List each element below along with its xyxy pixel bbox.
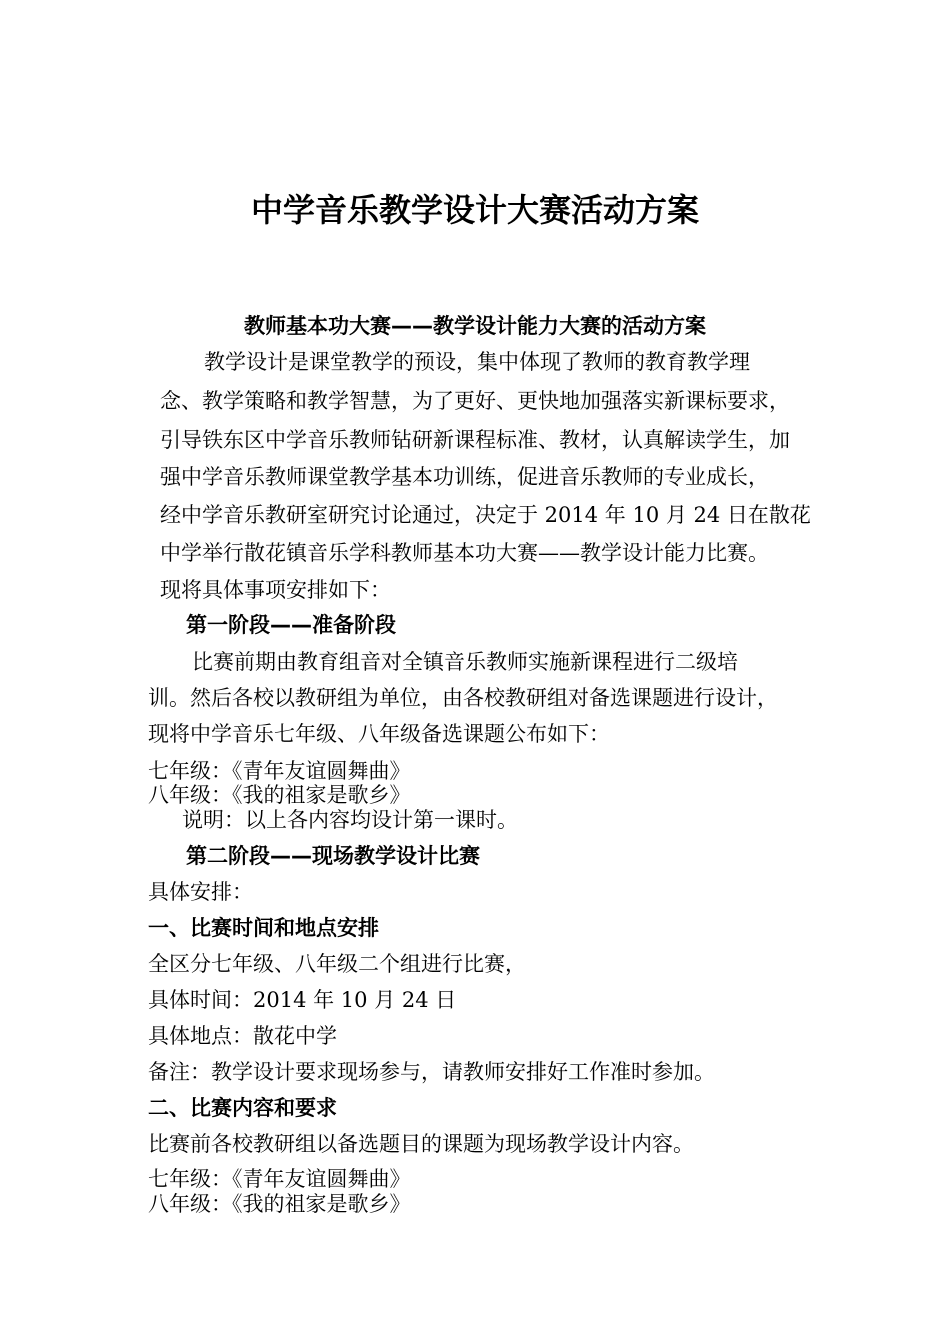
section1-line: 具体地点：散花中学 xyxy=(148,1024,337,1048)
section1-heading: 一、比赛时间和地点安排 xyxy=(148,916,379,940)
stage1-paragraph-line: 比赛前期由教育组音对全镇音乐教师实施新课程进行二级培 xyxy=(192,650,738,674)
stage1-paragraph-line: 现将中学音乐七年级、八年级备选课题公布如下： xyxy=(148,722,610,746)
intro-line: 现将具体事项安排如下： xyxy=(160,578,391,602)
document-title: 中学音乐教学设计大赛活动方案 xyxy=(250,191,699,229)
section2-line: 比赛前各校教研组以备选题目的课题为现场教学设计内容。 xyxy=(148,1132,694,1156)
stage2-arrangement: 具体安排： xyxy=(148,880,253,904)
document-subtitle: 教师基本功大赛——教学设计能力大赛的活动方案 xyxy=(244,314,706,338)
intro-line: 引导铁东区中学音乐教师钻研新课程标准、教材，认真解读学生，加 xyxy=(160,428,790,452)
stage1-note: 说明：以上各内容均设计第一课时。 xyxy=(182,808,518,832)
intro-line: 强中学音乐教师课堂教学基本功训练，促进音乐教师的专业成长， xyxy=(160,465,769,489)
stage1-heading: 第一阶段——准备阶段 xyxy=(186,613,396,637)
stage1-grade7-topic: 七年级：《青年友谊圆舞曲》 xyxy=(148,759,411,783)
stage2-heading: 第二阶段——现场教学设计比赛 xyxy=(186,844,480,868)
intro-line: 中学举行散花镇音乐学科教师基本功大赛——教学设计能力比赛。 xyxy=(160,541,769,565)
stage1-paragraph-line: 训。然后各校以教研组为单位，由各校教研组对备选课题进行设计， xyxy=(148,686,778,710)
section1-line: 全区分七年级、八年级二个组进行比赛， xyxy=(148,952,526,976)
section2-grade7-topic: 七年级：《青年友谊圆舞曲》 xyxy=(148,1167,411,1191)
section2-grade8-topic: 八年级：《我的祖家是歌乡》 xyxy=(148,1192,411,1216)
intro-line: 经中学音乐教研室研究讨论通过，决定于 2014 年 10 月 24 日在散花 xyxy=(160,503,811,527)
section1-line: 具体时间：2014 年 10 月 24 日 xyxy=(148,988,457,1012)
section2-heading: 二、比赛内容和要求 xyxy=(148,1096,337,1120)
section1-line: 备注：教学设计要求现场参与，请教师安排好工作准时参加。 xyxy=(148,1060,715,1084)
stage1-grade8-topic: 八年级：《我的祖家是歌乡》 xyxy=(148,783,411,807)
intro-line: 念、教学策略和教学智慧，为了更好、更快地加强落实新课标要求， xyxy=(160,389,790,413)
intro-line: 教学设计是课堂教学的预设，集中体现了教师的教育教学理 xyxy=(204,350,750,374)
